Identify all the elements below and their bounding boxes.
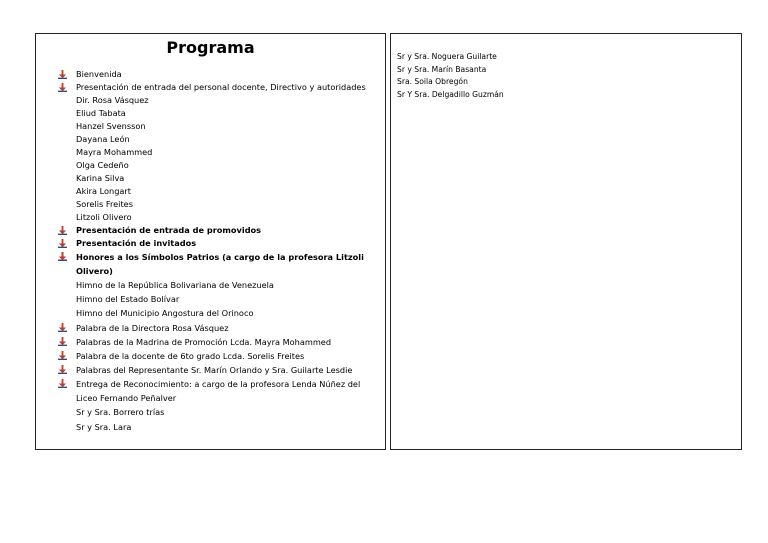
program-item [54, 420, 379, 434]
program-item [54, 278, 379, 292]
program-item-text: Bienvenida [76, 69, 122, 79]
program-item [54, 159, 379, 172]
program-item [54, 405, 379, 419]
program-panel [35, 33, 386, 450]
arrow-down-bullet-icon [58, 239, 67, 248]
program-item-text: Dayana León [76, 134, 130, 144]
program-item-text: Palabras de la Madrina de Promoción Lcda. Mayra Mohammed [76, 336, 332, 347]
program-item-text: Presentación de entrada de promovidos [76, 225, 262, 235]
program-item [54, 224, 379, 237]
arrow-down-bullet-icon [58, 351, 67, 360]
guest-item: Sr y Sra. Marín Basanta [397, 64, 487, 74]
program-list [54, 68, 379, 434]
program-item [54, 94, 379, 107]
program-item [54, 172, 379, 185]
program-item [54, 250, 379, 278]
program-item-text: Sr y Sra. Lara [76, 421, 132, 432]
program-item-text: Dir. Rosa Vásquez [76, 95, 149, 105]
guests-panel [390, 33, 742, 450]
arrow-down-bullet-icon [58, 323, 67, 332]
arrow-down-bullet-icon [58, 379, 67, 388]
program-item [54, 377, 379, 405]
program-item [54, 211, 379, 224]
program-item [54, 237, 379, 250]
guest-item: Sr y Sra. Noguera Guilarte [397, 52, 497, 61]
program-item-text: Honores a los Símbolos Patrios (a cargo de la profesora Litzoli Olivero) [76, 252, 364, 276]
arrow-down-bullet-icon [58, 365, 67, 374]
arrow-down-bullet-icon [58, 226, 67, 235]
arrow-down-bullet-icon [58, 252, 67, 261]
program-item-text: Sorelis Freites [76, 199, 133, 209]
program-item-text: Palabra de la Directora Rosa Vásquez [76, 322, 229, 333]
program-item [54, 306, 379, 320]
program-item-text: Presentación de entrada del personal docente, Directivo y autoridades [76, 82, 366, 92]
program-item [54, 146, 379, 159]
program-item [54, 349, 379, 363]
program-item [54, 107, 379, 120]
guest-item: Sra. Soila Obregón [397, 77, 468, 86]
program-item [54, 81, 379, 94]
program-item-text: Olga Cedeño [76, 160, 129, 170]
program-item [54, 185, 379, 198]
program-item-text: Presentación de invitados [76, 238, 197, 248]
program-item-text: Himno del Municipio Angostura del Orinoco [76, 308, 254, 319]
program-item-text: Palabras del Representante Sr. Marín Orlando y Sra. Guilarte Lesdie [76, 365, 353, 376]
program-item-text: Entrega de Reconocimiento: a cargo de la profesora Lenda Núñez del Liceo Fernando Peñalver [76, 379, 361, 404]
program-item [54, 133, 379, 146]
program-item [54, 321, 379, 335]
program-item [54, 120, 379, 133]
arrow-down-bullet-icon [58, 337, 67, 346]
program-title: Programa [166, 38, 255, 57]
program-item-text: Palabra de la docente de 6to grado Lcda. Sorelis Freites [76, 351, 305, 362]
program-item-text: Hanzel Svensson [76, 121, 146, 131]
program-item-text: Himno del Estado Bolívar [76, 294, 180, 305]
guest-list [397, 51, 504, 101]
program-item-text: Sr y Sra. Borrero trías [76, 407, 165, 418]
program-item-text: Akira Longart [76, 186, 132, 196]
program-item [54, 198, 379, 211]
program-item-text: Himno de la República Bolivariana de Venezuela [76, 280, 274, 290]
arrow-down-bullet-icon [58, 83, 67, 92]
program-item-text: Eliud Tabata [76, 108, 126, 118]
program-item-text: Litzoli Olivero [76, 212, 132, 222]
guest-item: Sr Y Sra. Delgadillo Guzmán [397, 89, 504, 99]
program-item [54, 335, 379, 349]
program-item [54, 292, 379, 306]
program-item-text: Karina Silva [76, 173, 125, 183]
program-item [54, 363, 379, 377]
arrow-down-bullet-icon [58, 70, 67, 79]
program-item-text: Mayra Mohammed [76, 147, 153, 157]
program-item [54, 68, 379, 81]
